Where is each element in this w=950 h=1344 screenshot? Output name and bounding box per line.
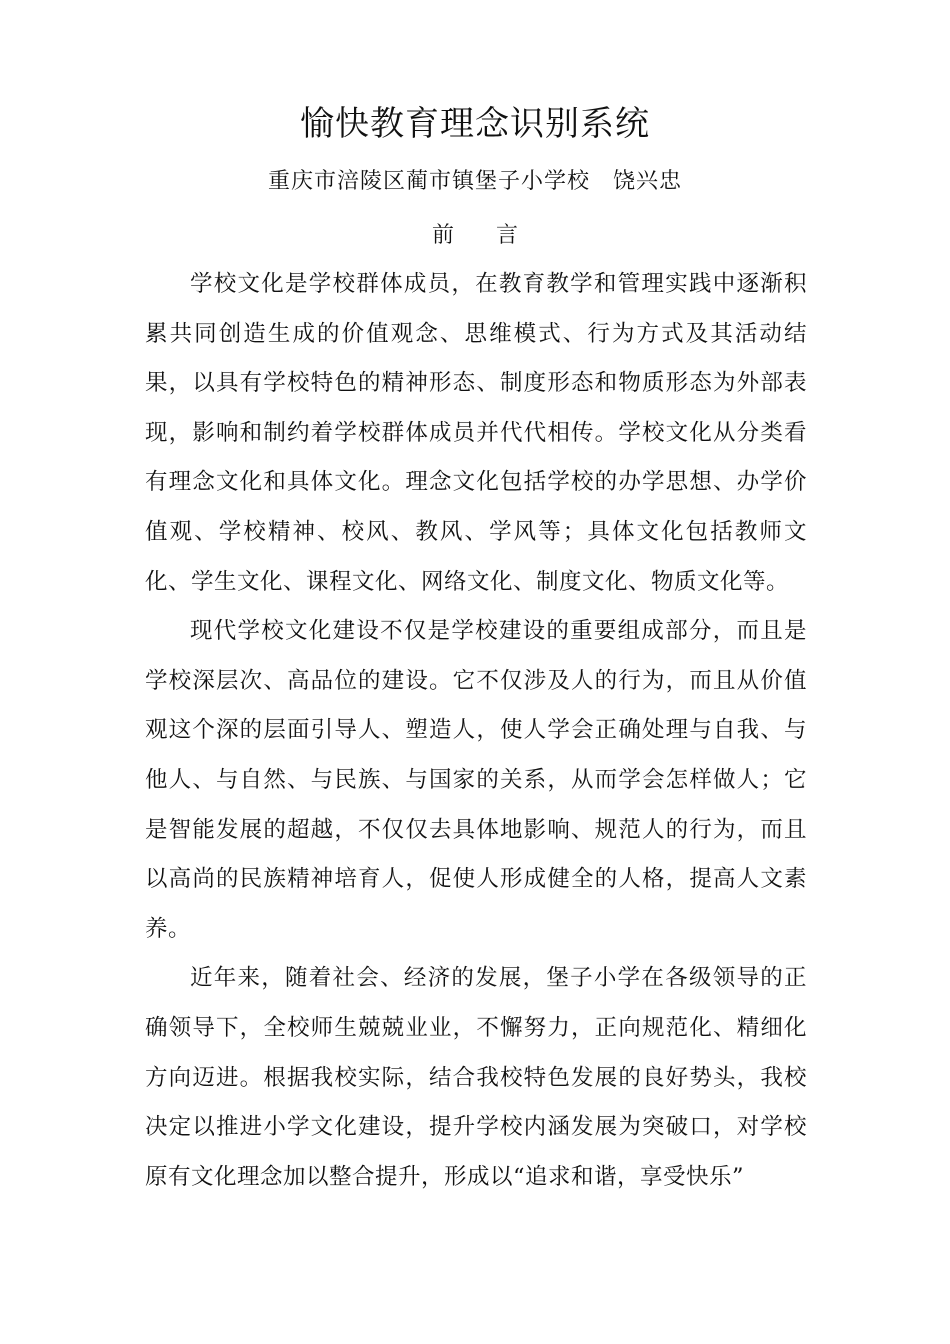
preface-char-1: 前 xyxy=(431,223,454,248)
paragraph-3: 近年来，随着社会、经济的发展，堡子小学在各级领导的正确领导下，全校师生兢兢业业，不懈努力，正向规范化、精细化方向迈进。根据我校实际，结合我校特色发展的良好势头，我校决定以推进小学文化建设，提升学校内涵发展为突破口，对学校原有文化理念加以整合提升，形成以“追求和谐，享受快乐” xyxy=(145,965,807,1190)
document-title: 愉快教育理念识别系统 xyxy=(300,104,650,144)
preface-char-2: 言 xyxy=(496,223,519,248)
section-heading-preface xyxy=(0,216,950,256)
author-line: 重庆市涪陵区蔺市镇堡子小学校 饶兴忠 xyxy=(267,169,682,194)
body-text xyxy=(145,260,807,1202)
paragraph-2: 现代学校文化建设不仅是学校建设的重要组成部分，而且是学校深层次、高品位的建设。它不仅涉及人的行为，而且从价值观这个深的层面引导人、塑造人，使人学会正确处理与自我、与他人、与自然、与民族、与国家的关系，从而学会怎样做人；它是智能发展的超越，不仅仅去具体地影响、规范人的行为，而且以高尚的民族精神培育人，促使人形成健全的人格，提高人文素养。 xyxy=(145,618,807,942)
paragraph-1: 学校文化是学校群体成员，在教育教学和管理实践中逐渐积累共同创造生成的价值观念、思维模式、行为方式及其活动结果，以具有学校特色的精神形态、制度形态和物质形态为外部表现，影响和制约着学校群体成员并代代相传。学校文化从分类看有理念文化和具体文化。理念文化包括学校的办学思想、办学价值观、学校精神、校风、教风、学风等；具体文化包括教师文化、学生文化、课程文化、网络文化、制度文化、物质文化等。 xyxy=(145,271,807,595)
